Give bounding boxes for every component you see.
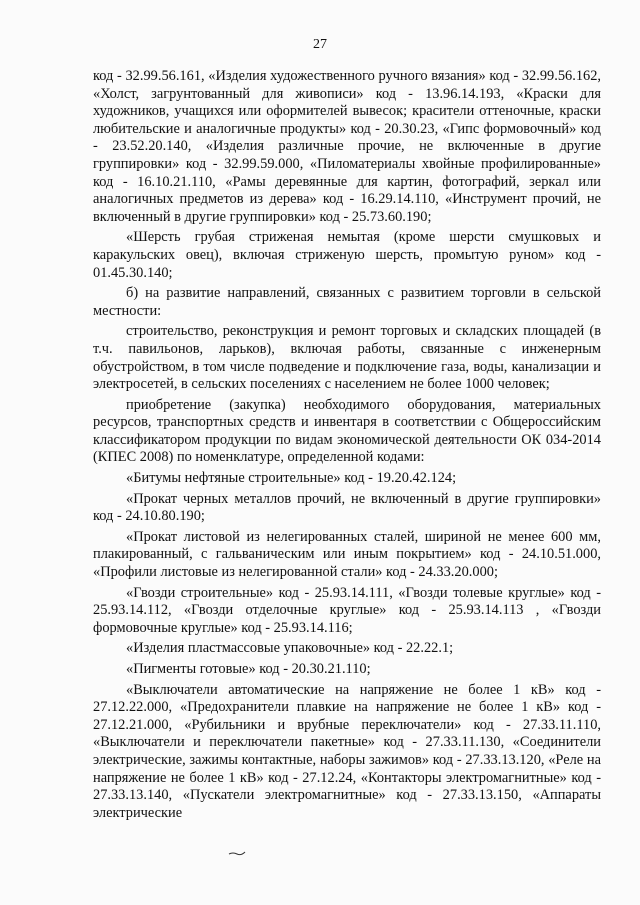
paragraph-12: «Выключатели автоматические на напряжение не более 1 кВ» код - 27.12.22.000, «Предохранители плавкие на напряжение не более 1 кВ» код - 27.12.21.000, «Рубильники и врубные переключатели» код - 27.33.11.110, «Выключатели и переключатели пакетные» код - 27.33.11.130, «Соединители электрические, зажимы контактные, наборы зажимов» код - 27.33.13.120, «Реле на напряжение не более 1 кВ» код - 27.12.24, «Контакторы электромагнитные» код - 27.33.13.140, «Пускатели электромагнитные» код - 27.33.13.150, «Аппараты электрические: [93, 681, 601, 821]
paragraph-5: приобретение (закупка) необходимого оборудования, материальных ресурсов, транспортных средств и инвентаря в соответствии с Общероссийским классификатором продукции по видам экономической деятельности ОК 034-2014 (КПЕС 2008) по номенклатуре, определенной кодами:: [93, 396, 601, 466]
scan-mark: [228, 850, 246, 856]
paragraph-4: строительство, реконструкция и ремонт торговых и складских площадей (в т.ч. павильонов, ларьков), включая работы, связанные с инженерным обустройством, в том числе подведение и подключение газа, воды, канализации и электросетей, в сельских поселениях с населением не более 1000 человек;: [93, 323, 601, 393]
paragraph-3: б) на развитие направлений, связанных с развитием торговли в сельской местности:: [93, 285, 601, 319]
paragraph-7: «Прокат черных металлов прочий, не включенный в другие группировки» код - 24.10.80.190;: [93, 490, 601, 525]
page-number: 27: [313, 37, 327, 52]
paragraph-9: «Гвозди строительные» код - 25.93.14.111, «Гвозди толевые круглые» код - 25.93.14.112, «Гвозди отделочные круглые» код - 25.93.14.113 , «Гвозди формовочные круглые» код - 25.93.14.116;: [93, 584, 601, 636]
paragraph-6: «Битумы нефтяные строительные» код - 19.20.42.124;: [126, 470, 457, 487]
paragraph-10: «Изделия пластмассовые упаковочные» код - 22.22.1;: [126, 640, 454, 657]
document-body: [93, 68, 601, 825]
paragraph-2: «Шерсть грубая стриженая немытая (кроме шерсти смушковых и каракульских овец), включая стриженую шерсть, промытую руном» код - 01.45.30.140;: [93, 229, 601, 281]
paragraph-8: «Прокат листовой из нелегированных сталей, шириной не менее 600 мм, плакированный, с гальваническим или иным покрытием» код - 24.10.51.000, «Профили листовые из нелегированной стали» код - 24.33.20.000;: [93, 528, 601, 581]
paragraph-11: «Пигменты готовые» код - 20.30.21.110;: [126, 661, 371, 677]
paragraph-1: код - 32.99.56.161, «Изделия художественного ручного вязания» код - 32.99.56.162, «Холст, загрунтованный для живописи» код - 13.96.14.193, «Краски для художников, учащихся или оформителей вывесок; красители оттеночные, краски любительские и аналогичные продукты» код - 20.30.23, «Гипс формовочный» код - 23.52.20.140, «Изделия различные прочие, не включенные в другие группировки» код - 32.99.59.000, «Пиломатериалы хвойные профилированные» код - 16.10.21.110, «Рамы деревянные для картин, фотографий, зеркал или аналогичных предметов из дерева» код - 16.29.14.110, «Инструмент прочий, не включенный в другие группировки» код - 25.73.60.190;: [93, 68, 601, 225]
